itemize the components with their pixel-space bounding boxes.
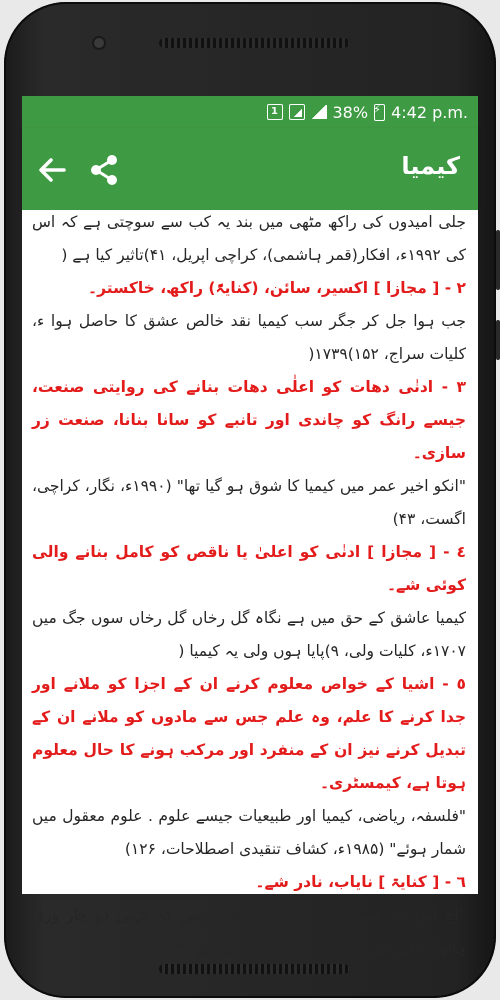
share-icon xyxy=(87,153,121,187)
top-speaker-grille xyxy=(159,38,349,48)
definition-content[interactable] xyxy=(22,210,478,957)
example-quote: "فلسفہ، ریاضی، کیمیا اور طبیعیات جیسے علوم . علوم معقول میں شمار ہوئے" (۱۹۸۵ء، کشاف تنقیدی اصطلاحات، ۱۲۶) xyxy=(32,807,466,858)
front-camera xyxy=(94,38,104,48)
battery-percent: 38% xyxy=(332,102,369,122)
status-bar xyxy=(22,96,478,128)
example-quote: جب ہوا جل کر جگر سب کیمیا نقد خالص عشق کا حاصل ہوا ء، کلیات سراج، ۱۵۲)۱۷۳۹( xyxy=(32,312,466,363)
page-title: کیمیا xyxy=(401,152,460,180)
definition-sense: ٥ - اشیا کے خواص معلوم کرنے ان کے اجزا کو ملانے اور جدا کرنے کا علم، وہ علم جس سے مادوں کو ملانے ان کے تبدیل کرنے نیز ان کے منفرد اور مرکب ہونے کا حال معلوم ہوتا ہے، کیمسٹری۔ xyxy=(32,675,466,792)
definition-sense: ٦ - [ کنایۃ ] نایاب، نادر شے۔ xyxy=(255,873,466,891)
definition-sense: ۲ - [ مجازا ] اکسیر، سائن، (کنایۃً) راکھ، خاکستر۔ xyxy=(88,279,466,297)
definition-sense: ۳ - ادنٰی دھات کو اعلٰی دھات بنانے کی روایتی صنعت، جیسے رانگ کو چاندی اور تانبے کو سانا بنانا، صنعت زر سازی۔ xyxy=(32,378,466,462)
example-quote: کیمیا عاشق کے حق میں ہے نگاہ گل رخاں گل رخاں سوں جگ میں ۱۷۰۷ء، کلیات ولی، ۹)پایا ہوں ولی یہ کیمیا ( xyxy=(32,609,466,660)
app-bar xyxy=(22,128,478,210)
back-button[interactable] xyxy=(32,150,72,190)
sim-card-icon xyxy=(289,104,305,120)
definition-sense: ٤ - [ مجازا ] ادنٰی کو اعلیٰ یا ناقص کو کامل بنانے والی کوئی شے۔ xyxy=(32,543,466,594)
example-quote: "آج اس کی تصنیفات اس طرح مفقود ہیں کہ کہیں دو چار ورق ہاتھ آ جاتے ہیں تو لوگ کیمیا سمجھتے ہیں۔" xyxy=(32,906,466,957)
example-quote: "انکو اخیر عمر میں کیمیا کا شوق ہو گیا تھا" (۱۹۹۰ء، نگار، کراچی، اگست، ۴۳) xyxy=(32,477,466,528)
share-button[interactable] xyxy=(84,150,124,190)
signal-strength-icon xyxy=(311,105,327,119)
battery-charging-icon xyxy=(374,104,385,121)
sim-badge-icon: 1 xyxy=(267,104,283,120)
power-button xyxy=(496,320,500,360)
screen xyxy=(22,96,478,957)
arrow-back-icon xyxy=(36,154,68,186)
definition-text xyxy=(22,206,478,965)
bottom-speaker-grille xyxy=(159,964,349,974)
volume-button xyxy=(496,230,500,290)
clock: 4:42 p.m. xyxy=(391,102,468,122)
example-quote: جلی امیدوں کی راکھ مٹھی میں بند یہ کب سے سوچتی ہے کہ اس کی ۱۹۹۲ء، افکار(قمر ہاشمی)، کراچی اپریل، ۴۱)تاثیر کیا ہے ( xyxy=(32,213,466,264)
